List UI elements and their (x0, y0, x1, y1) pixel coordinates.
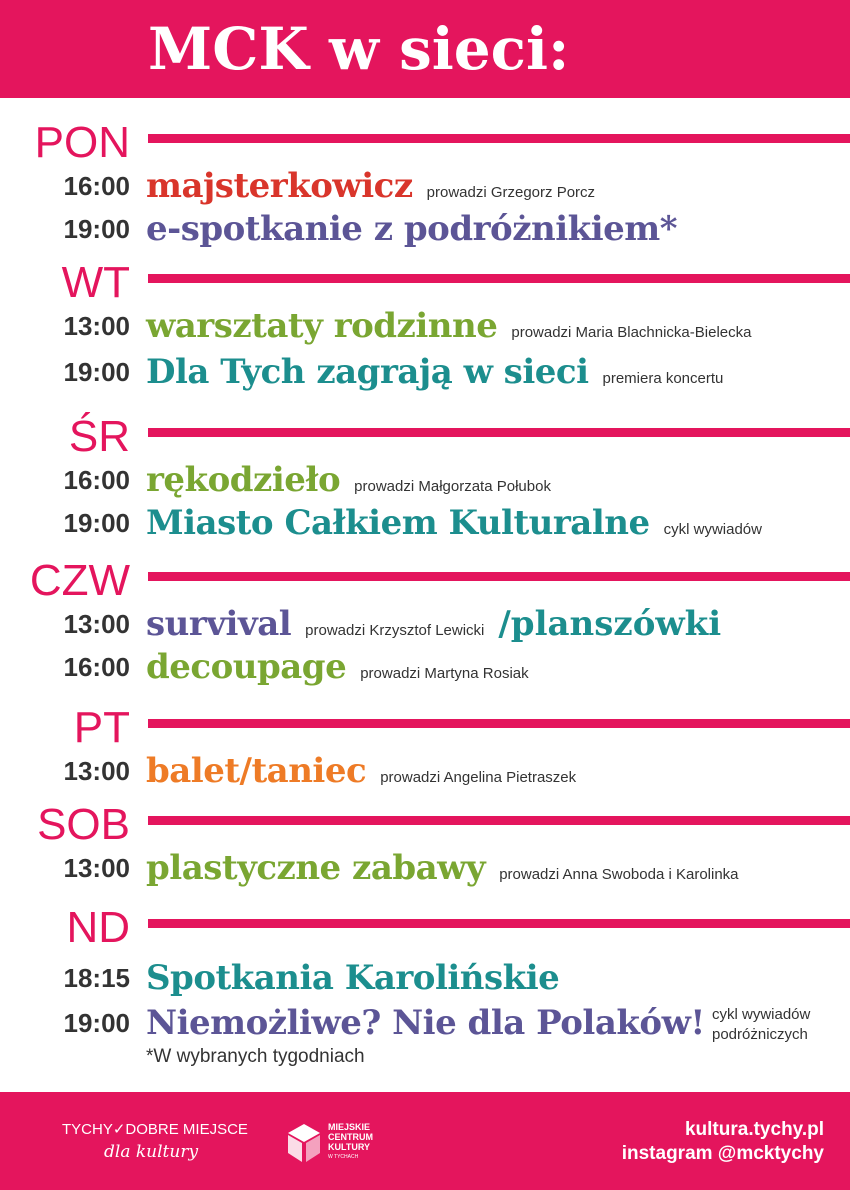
event-row (0, 501, 850, 545)
event-time: 19:00 (63, 214, 130, 244)
day-name: SOB (37, 800, 130, 849)
day-name: PON (34, 118, 130, 167)
event-row (0, 846, 850, 890)
day-name: PT (73, 703, 130, 752)
tychy-logo-subtext: dla kultury (104, 1142, 199, 1162)
mck-line: W TYCHACH (328, 1154, 359, 1160)
day-divider (148, 719, 850, 728)
mck-cube-icon (286, 1122, 322, 1164)
day-name: ND (66, 903, 130, 952)
event-name: balet/taniec (146, 751, 367, 791)
day-divider (148, 919, 850, 928)
event-name: e-spotkanie z podróżnikiem* (146, 209, 677, 249)
page-title: MCK w sieci: (148, 15, 570, 83)
event-name: Miasto Całkiem Kulturalne (146, 503, 650, 543)
day-name: WT (61, 258, 130, 307)
instagram-link[interactable]: instagram @mcktychy (621, 1143, 824, 1164)
day-divider (148, 572, 850, 581)
event-name: decoupage (146, 647, 347, 687)
event-name: warsztaty rodzinne (146, 306, 498, 346)
event-host: prowadzi Maria Blachnicka-Bielecka (511, 324, 752, 341)
day-divider (148, 274, 850, 283)
event-host: cykl wywiadów (712, 1006, 811, 1023)
day-divider (148, 134, 850, 143)
event-host: prowadzi Martyna Rosiak (360, 665, 529, 682)
event-time: 16:00 (63, 465, 130, 495)
day-header-nd (0, 903, 850, 953)
mck-line: KULTURY (328, 1142, 370, 1152)
event-name: plastyczne zabawy (146, 848, 486, 888)
event-row (0, 350, 850, 394)
day-header-sr (0, 412, 850, 462)
event-row (0, 164, 850, 208)
header-banner (0, 0, 850, 98)
footer-links (622, 1118, 824, 1166)
day-header-pt (0, 703, 850, 753)
event-host: podróżniczych (712, 1026, 808, 1043)
event-time: 16:00 (63, 171, 130, 201)
event-name: rękodzieło (146, 460, 341, 500)
event-host: prowadzi Anna Swoboda i Karolinka (499, 866, 739, 883)
event-time: 16:00 (63, 652, 130, 682)
event-row (0, 207, 850, 251)
event-time: 13:00 (63, 609, 130, 639)
event-row (0, 956, 850, 1000)
event-host: prowadzi Grzegorz Porcz (426, 184, 596, 201)
event-name: majsterkowicz (146, 166, 413, 206)
event-name-extra: /planszówki (498, 604, 722, 644)
event-name: Dla Tych zagrają w sieci (146, 352, 589, 392)
day-divider (148, 816, 850, 825)
event-time: 13:00 (63, 311, 130, 341)
event-host: prowadzi Małgorzata Połubok (354, 478, 551, 495)
event-time: 19:00 (63, 357, 130, 387)
event-row (0, 458, 850, 502)
tychy-logo-text: TYCHY✓DOBRE MIEJSCE (62, 1121, 248, 1138)
event-time: 19:00 (63, 1008, 130, 1038)
event-name: Spotkania Karolińskie (146, 958, 560, 998)
event-host: prowadzi Krzysztof Lewicki (305, 622, 485, 639)
day-header-czw (0, 556, 850, 606)
day-header-sob (0, 800, 850, 850)
event-row (0, 749, 850, 793)
day-header-pon (0, 118, 850, 168)
website-link[interactable]: kultura.tychy.pl (684, 1119, 824, 1140)
event-host: premiera koncertu (602, 370, 724, 387)
mck-logo-text (328, 1122, 373, 1162)
mck-line: MIEJSKIE (328, 1122, 371, 1132)
event-name: survival (146, 604, 292, 644)
mck-line: CENTRUM (328, 1132, 373, 1142)
event-time: 19:00 (63, 508, 130, 538)
day-header-wt (0, 258, 850, 308)
event-row (0, 602, 850, 646)
event-row (0, 304, 850, 348)
footnote: *W wybranych tygodniach (146, 1046, 365, 1067)
event-name: Niemożliwe? Nie dla Polaków! (146, 1003, 705, 1043)
day-name: ŚR (68, 412, 130, 461)
event-time: 13:00 (63, 853, 130, 883)
day-name: CZW (29, 556, 130, 605)
event-row (0, 645, 850, 689)
day-divider (148, 428, 850, 437)
event-time: 18:15 (63, 963, 130, 993)
event-time: 13:00 (63, 756, 130, 786)
event-host: prowadzi Angelina Pietraszek (380, 769, 577, 786)
footer-banner (0, 1092, 850, 1190)
event-host: cykl wywiadów (663, 521, 762, 538)
